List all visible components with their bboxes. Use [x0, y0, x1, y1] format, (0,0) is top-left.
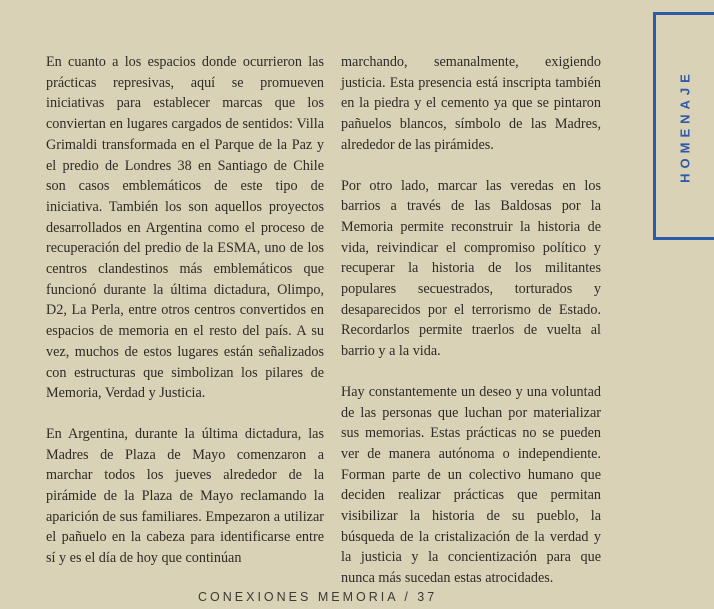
paragraph: marchando, semanalmente, exigiendo justicia. Esta presencia está inscripta también en la piedra y el cemento ya que se pintaron pañuelos blancos, símbolo de las Madres, alrededor de las pirámides. — [341, 54, 601, 153]
left-column — [46, 52, 324, 589]
section-tab — [653, 12, 714, 240]
section-tab-label: HOMENAJE — [677, 69, 693, 183]
right-column — [341, 52, 601, 609]
paragraph: En Argentina, durante la última dictadura, las Madres de Plaza de Mayo comenzaron a marchar todos los jueves alrededor de la pirámide de la Plaza de Mayo reclamando la aparición de sus familiares. Empezaron a utilizar el pañuelo en la cabeza para identificarse entre sí y es el día de hoy que continúan — [46, 425, 324, 567]
page-footer: CONEXIONES MEMORIA / 37 — [198, 590, 438, 604]
paragraph: Hay constantemente un deseo y una voluntad de las personas que luchan por materializar sus memorias. Estas prácticas no se pueden ver de manera autónoma o independiente. Forman parte de un colectivo humano que deciden realizar prácticas que permitan visibilizar la historia de su pueblo, la búsqueda de la cristalización de la verdad y la justicia y la concientización para que nunca más sucedan estas atrocidades. — [341, 383, 601, 587]
paragraph: En cuanto a los espacios donde ocurrieron las prácticas represivas, aquí se promueven iniciativas para establecer marcas que los conviertan en lugares cargados de sentidos: Villa Grimaldi transformada en el Parque de la Paz y el predio de Londres 38 en Santiago de Chile son casos emblemáticos de este tipo de iniciativa. También los son aquellos proyectos desarrollados en Argentina como el proceso de recuperación del predio de la ESMA, uno de los centros clandestinos más emblemáticos que funcionó durante la última dictadura, Olimpo, D2, La Perla, entre otros centros convertidos en espacios de memoria en el resto del país. A su vez, muchos de estos lugares están señalizados con estructuras que simbolizan los pilares de Memoria, Verdad y Justicia. — [46, 54, 324, 402]
paragraph: Por otro lado, marcar las veredas en los barrios a través de las Baldosas por la Memoria permite reconstruir la historia de vida, reivindicar el compromiso político y recuperar la historia de los militantes populares secuestrados, torturados y desaparecidos por el terrorismo de Estado. Recordarlos permite traerlos de vuelta al barrio y a la vida. — [341, 177, 601, 360]
